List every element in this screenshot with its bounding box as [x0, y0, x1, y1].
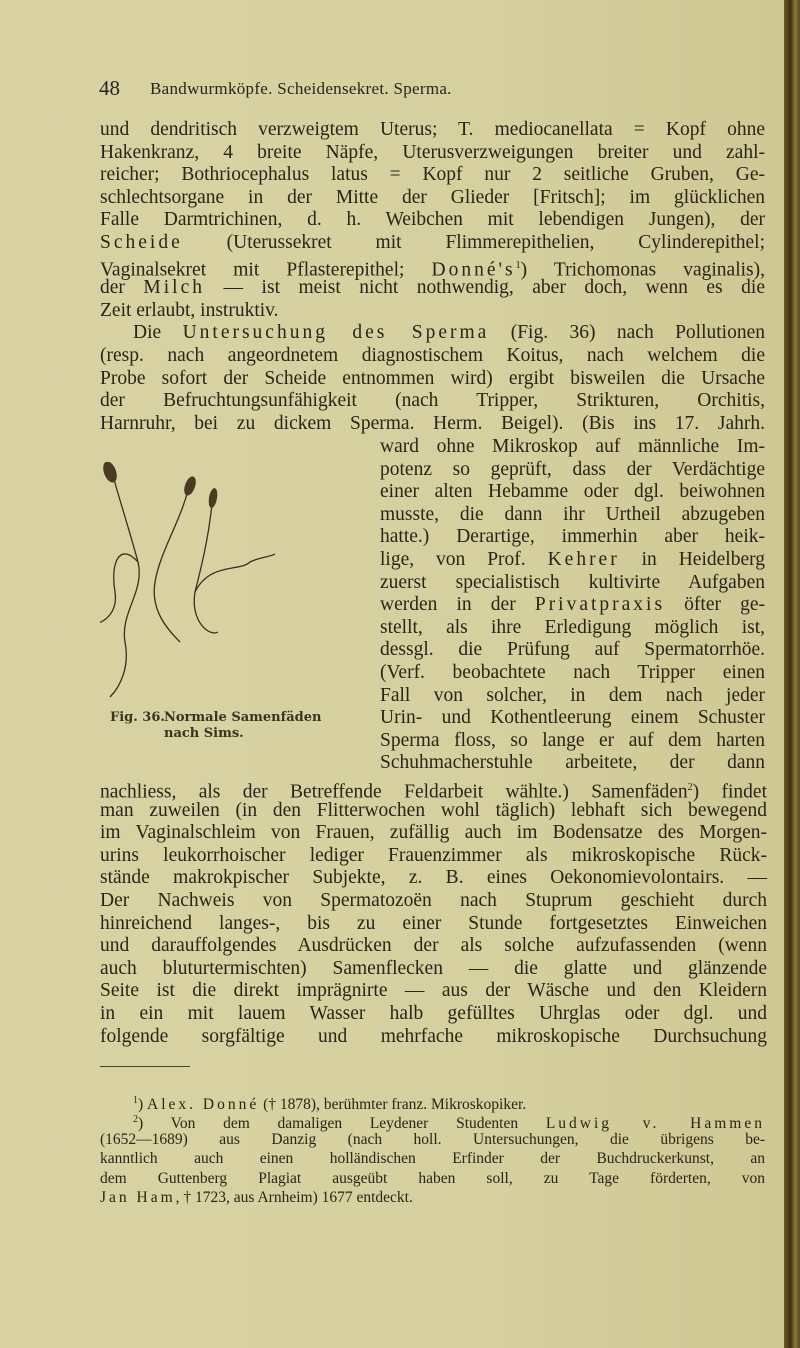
text-run: Urin- und Kothentleerung einem Schuster — [380, 707, 765, 729]
text-run: Hakenkranz, 4 breite Näpfe, Uterusverzweigungen breiter und zahl- — [100, 141, 765, 163]
text-line — [100, 822, 767, 844]
text-line — [380, 549, 765, 571]
text-run: einer alten Hebamme oder dgl. beiwohnen — [380, 481, 765, 503]
text-run: in Heidelberg — [619, 549, 765, 570]
text-line — [100, 209, 765, 231]
spaced-emphasis-text: Ludwig v. Hammen — [545, 1115, 765, 1133]
text-line — [380, 707, 765, 729]
text-run: ) — [138, 1096, 148, 1114]
footnote-marker: 1 — [515, 259, 521, 271]
text-run: schlechtsorgane in der Mitte der Glieder [Fritsch]; im glücklichen — [100, 186, 765, 208]
sperm-head-2 — [182, 475, 198, 497]
text-line — [100, 390, 765, 412]
text-run: (Verf. beobachtete nach Tripper einen — [380, 662, 765, 683]
sperm-tail-5 — [195, 554, 275, 592]
text-run: Der Nachweis von Spermatozoën nach Stuprum geschieht durch — [100, 890, 767, 911]
figure-caption-line1: Normale Samenfäden — [164, 710, 322, 725]
figure-label: Fig. 36. — [110, 710, 165, 725]
sperm-tail-2 — [154, 490, 188, 642]
text-run: stellt, als ihre Erledigung möglich ist, — [380, 616, 765, 638]
text-run: auch bluturtermischten) Samenflecken — die glatte und glänzende — [100, 957, 767, 979]
spaced-emphasis-text: Privatpraxis — [534, 594, 666, 616]
text-run: (Fig. 36) nach Pollutionen — [489, 322, 766, 344]
text-line — [100, 958, 767, 980]
sperm-tail-4 — [100, 554, 138, 624]
text-run: (resp. nach angeordnetem diagnostischem Koitus, nach welchem die — [100, 345, 765, 366]
text-run: und dendritisch verzweigtem Uterus; T. mediocanellata = Kopf ohne — [100, 119, 765, 140]
footnote-marker: 1 — [133, 1095, 138, 1106]
text-run: Schuhmacherstuhle arbeitete, der dann — [380, 752, 765, 774]
text-run: — ist meist nicht nothwendig, aber doch, wenn es die — [205, 277, 765, 299]
spaced-emphasis-text: Donné's — [431, 259, 516, 281]
text-run: Zeit erlaubt, instruktiv. — [100, 299, 279, 321]
text-line — [380, 662, 765, 684]
text-run: Seite ist die direkt imprägnirte — aus der Wäsche und den Kleidern — [100, 980, 767, 1002]
footnote-marker: 2 — [687, 782, 693, 793]
text-line — [380, 572, 765, 594]
text-run: ) Von dem damaligen Leydener Studenten — [138, 1115, 546, 1133]
text-line — [100, 119, 765, 141]
text-run: der Befruchtungsunfähigkeit (nach Tripper, Strikturen, Orchitis, — [100, 390, 765, 412]
text-line — [100, 867, 767, 889]
text-run: kanntlich auch einen holländischen Erfinder der Buchdruckerkunst, an — [100, 1150, 765, 1168]
page-number: 48 — [99, 76, 120, 100]
text-run: musste, die dann ihr Urtheil abzugeben — [380, 503, 765, 525]
sperm-head-1 — [101, 462, 120, 484]
footnote-line — [100, 1170, 765, 1188]
text-line — [380, 436, 765, 458]
text-line — [100, 890, 767, 912]
book-binding-edge — [784, 0, 800, 1348]
text-line — [100, 187, 765, 209]
text-run: Sperma floss, so lange er auf dem harten — [380, 729, 765, 751]
text-run: man zuweilen (in den Flitterwochen wohl täglich) lebhaft sich bewegend — [100, 799, 767, 821]
spaced-emphasis-text: Alex. Donné — [147, 1096, 260, 1114]
figure-caption-line2: nach Sims. — [164, 726, 244, 741]
text-line — [100, 800, 767, 822]
text-line — [380, 639, 765, 661]
sperm-head-3 — [207, 487, 218, 508]
text-run: dem Guttenberg Plagiat ausgeübt haben soll, zu Tage förderten, von — [100, 1169, 765, 1187]
figure-spermatozoa-illustration — [100, 462, 290, 702]
text-line — [100, 1026, 767, 1048]
text-run: und darauffolgendes Ausdrücken der als solche aufzufassenden (wenn — [100, 935, 767, 957]
text-line — [100, 413, 765, 435]
spaced-emphasis-text: Kehrer — [547, 549, 620, 570]
text-run: Probe sofort der Scheide entnommen wird) ergibt bisweilen die Ursache — [100, 367, 765, 389]
text-line — [100, 913, 767, 935]
spaced-emphasis-text: Milch — [143, 277, 206, 299]
text-line — [380, 504, 765, 526]
text-line — [100, 368, 765, 390]
text-run: folgende sorgfältige und mehrfache mikroskopische Durchsuchung — [100, 1025, 767, 1047]
text-run: († 1878), berühmter franz. Mikroskopiker. — [259, 1096, 527, 1114]
text-line — [100, 142, 765, 164]
text-line — [100, 935, 767, 957]
spaced-emphasis-text: Jan Ham — [100, 1189, 176, 1206]
footnote-line — [100, 1189, 765, 1207]
text-run: werden in der — [380, 594, 535, 616]
text-line — [380, 594, 765, 616]
text-run: Vaginalsekret mit Pflasterepithel; — [100, 259, 432, 281]
text-line — [380, 526, 765, 548]
text-run: reicher; Bothriocephalus latus = Kopf nur 2 seitliche Gruben, Ge- — [100, 164, 765, 186]
text-line — [100, 232, 765, 254]
text-line — [100, 980, 767, 1002]
text-run: öfter ge- — [665, 594, 765, 616]
text-run: (Uterussekret mit Flimmerepithelien, Cylinderepithel; — [182, 232, 765, 253]
text-run: ) Trichomonas vaginalis), — [520, 259, 765, 281]
text-run: , † 1723, aus Arnheim) 1677 entdeckt. — [175, 1189, 413, 1206]
text-run: in ein mit lauem Wasser halb gefülltes Uhrglas oder dgl. und — [100, 1003, 767, 1024]
text-line — [100, 345, 765, 367]
text-line — [100, 1003, 767, 1025]
text-run: hinreichend langes-, bis zu einer Stunde fortgesetztes Einweichen — [100, 912, 767, 934]
text-line — [100, 300, 765, 322]
text-line — [380, 459, 765, 481]
text-run: ) findet — [692, 781, 767, 803]
text-run: im Vaginalschleim von Frauen, zufällig auch im Bodensatze des Morgen- — [100, 822, 767, 844]
text-run: lige, von Prof. — [380, 549, 548, 570]
footnote-line — [100, 1150, 765, 1168]
text-run: Harnruhr, bei zu dickem Sperma. Herm. Beigel). (Bis ins 17. Jahrh. — [100, 412, 765, 434]
text-run: hatte.) Derartige, immerhin aber heik- — [380, 526, 765, 548]
text-run: Fall von solcher, in dem nach jeder — [380, 684, 765, 706]
footnote-divider — [100, 1066, 190, 1067]
text-line — [100, 845, 767, 867]
text-run: ward ohne Mikroskop auf männliche Im- — [380, 436, 765, 457]
text-run: zuerst specialistisch kultivirte Aufgaben — [380, 571, 765, 593]
text-run: Die — [133, 322, 183, 344]
spaced-emphasis-text: Untersuchung des Sperma — [182, 322, 490, 344]
sperm-tail-3 — [194, 504, 218, 633]
text-line — [100, 164, 765, 186]
footnote-line — [100, 1131, 765, 1149]
spaced-emphasis-text: Scheide — [100, 232, 183, 253]
text-run: dessgl. die Prüfung auf Spermatorrhöe. — [380, 639, 765, 661]
footnote-marker: 2 — [133, 1114, 138, 1126]
text-line — [380, 752, 765, 774]
text-run: (1652—1689) aus Danzig (nach holl. Untersuchungen, die übrigens be- — [100, 1130, 765, 1148]
text-run: nachliess, als der Betreffende Feldarbeit wählte.) Samenfäden — [100, 781, 688, 803]
text-run: potenz so geprüft, dass der Verdächtige — [380, 458, 765, 480]
text-run: Falle Darmtrichinen, d. h. Weibchen mit lebendigen Jungen), der — [100, 209, 765, 231]
text-run: der — [100, 277, 144, 299]
text-run: urins leukorrhoischer lediger Frauenzimmer als mikroskopische Rück- — [100, 844, 767, 866]
text-run: stände makrokpischer Subjekte, z. B. eines Oekonomievolontairs. — — [100, 867, 767, 889]
running-title: Bandwurmköpfe. Scheidensekret. Sperma. — [150, 79, 452, 98]
text-line — [380, 617, 765, 639]
text-line — [133, 322, 765, 344]
text-line — [380, 481, 765, 503]
text-line — [100, 277, 765, 299]
text-line — [380, 730, 765, 752]
text-line — [380, 685, 765, 707]
